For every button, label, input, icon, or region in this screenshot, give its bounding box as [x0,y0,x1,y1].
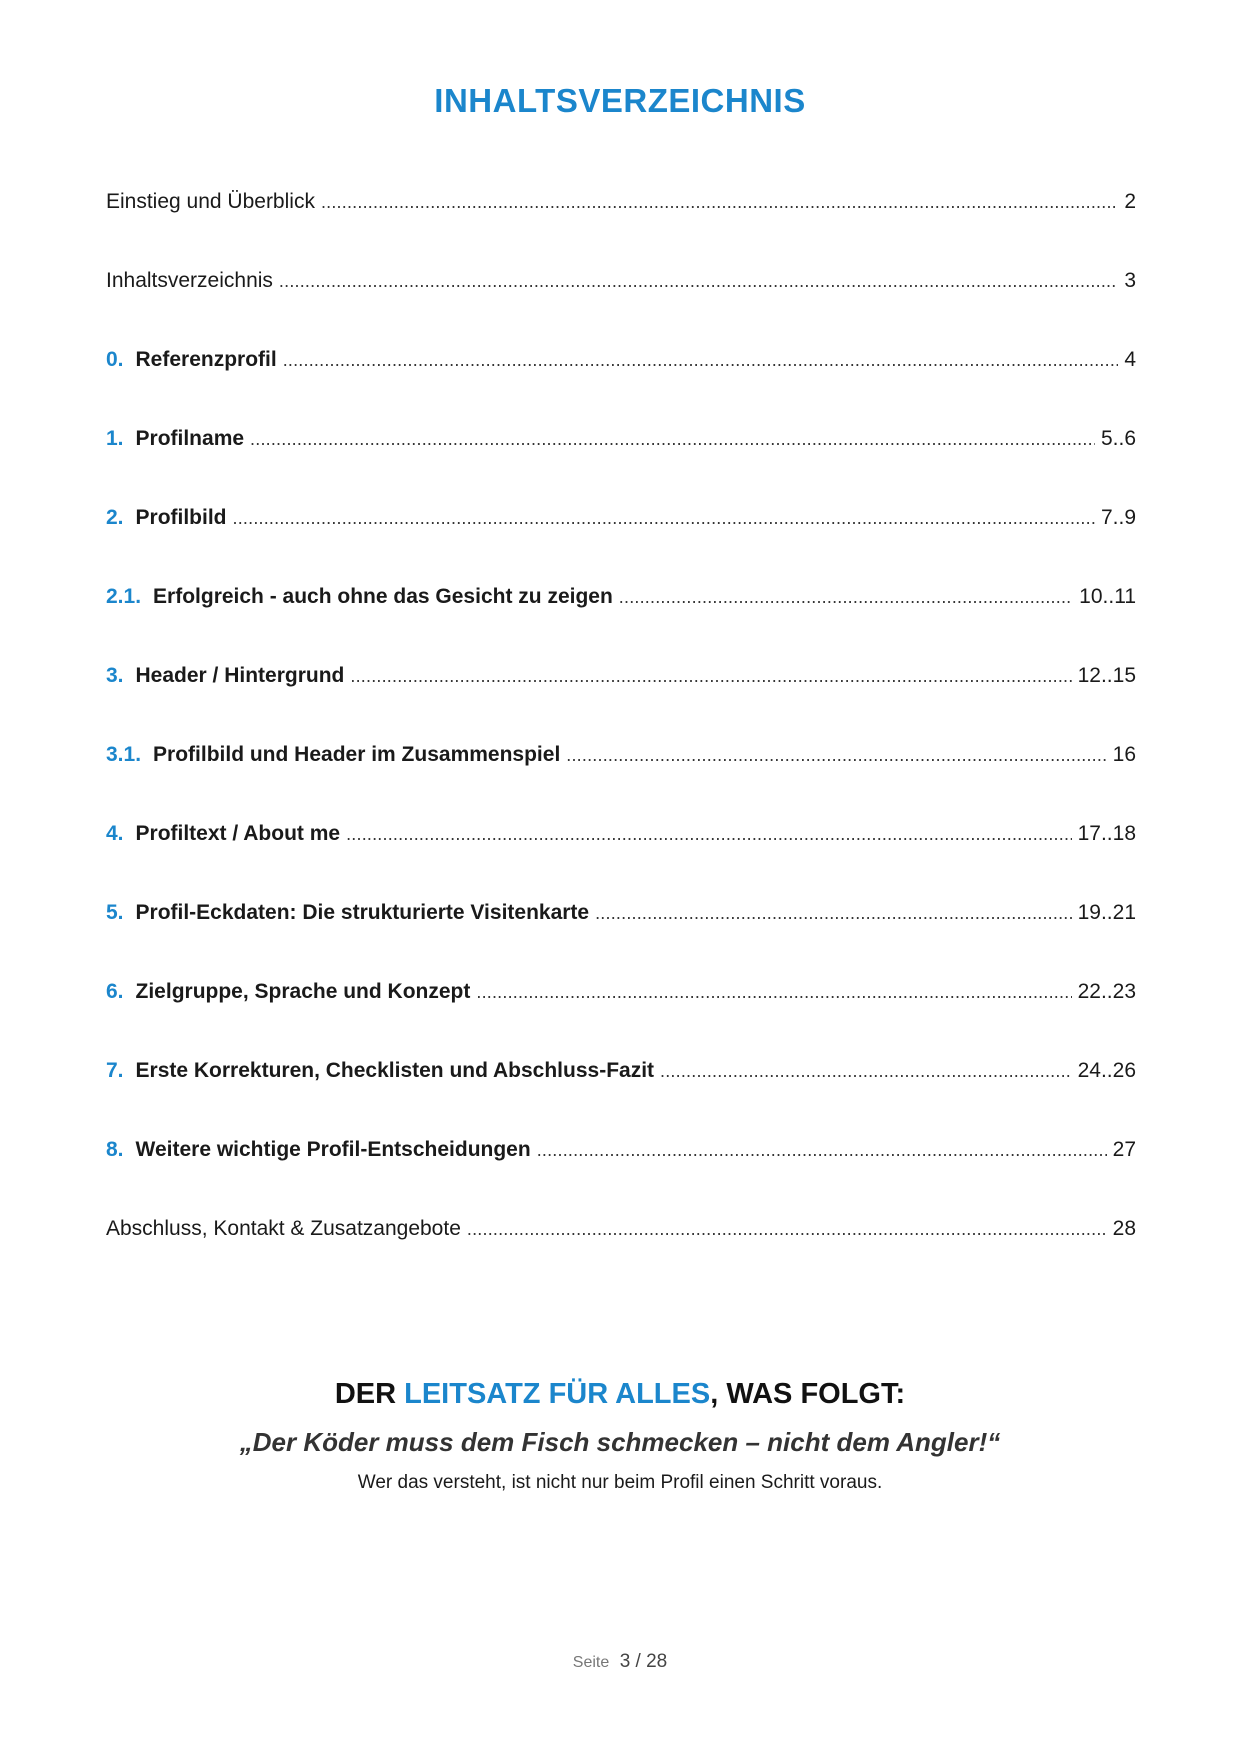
toc-entry-page: 28 [1112,1217,1136,1240]
toc-entry-title: Profiltext / About me [135,822,341,845]
toc-entry-number: 6. [106,980,124,1003]
toc-entry-page: 16 [1112,743,1136,766]
dot-leader [476,980,1071,1004]
toc-entry-number: 2.1. [106,585,142,608]
toc-entry-page: 3 [1124,269,1136,292]
footer-label: Seite [572,1654,610,1671]
toc-entry-page: 12..15 [1077,664,1136,687]
dot-leader [660,1059,1072,1083]
toc-entry[interactable] [106,1059,1136,1138]
toc-entry-number: 4. [106,822,124,845]
dot-leader [350,664,1071,688]
toc-entry-page: 4 [1124,348,1136,371]
toc-entry-title: Profilbild und Header im Zusammenspiel [153,743,561,766]
toc-entry-number: 0. [106,348,124,371]
motto-heading-accent: LEITSATZ FÜR ALLES [404,1378,711,1410]
dot-leader [233,506,1095,530]
dot-leader [537,1138,1107,1162]
toc-entry-title: Referenzprofil [135,348,277,371]
toc-entry-title: Erste Korrekturen, Checklisten und Abschluss-Fazit [135,1059,655,1082]
toc-entry-number: 1. [106,427,124,450]
toc-entry-page: 7..9 [1100,506,1136,529]
toc-entry[interactable] [106,980,1136,1059]
toc-entry-page: 17..18 [1077,822,1136,845]
motto-heading [0,1378,1240,1411]
toc-entry-page: 5..6 [1100,427,1136,450]
dot-leader [566,743,1106,767]
table-of-contents [106,190,1136,1296]
toc-entry-number: 8. [106,1138,124,1161]
toc-entry-number: 5. [106,901,124,924]
toc-entry[interactable] [106,506,1136,585]
toc-entry[interactable] [106,190,1136,269]
toc-entry[interactable] [106,901,1136,980]
toc-entry[interactable] [106,427,1136,506]
toc-entry[interactable] [106,664,1136,743]
toc-entry[interactable] [106,822,1136,901]
toc-entry[interactable] [106,585,1136,664]
motto-heading-start: DER [334,1378,405,1410]
toc-entry-title: Header / Hintergrund [135,664,345,687]
dot-leader [619,585,1073,609]
toc-entry[interactable] [106,269,1136,348]
page-title: INHALTSVERZEICHNIS [434,82,806,119]
motto-heading-end: , WAS FOLGT: [710,1378,906,1410]
toc-entry-page: 10..11 [1079,585,1136,608]
toc-entry-title: Profilname [135,427,245,450]
toc-entry-number: 7. [106,1059,124,1082]
toc-entry-page: 24..26 [1077,1059,1136,1082]
dot-leader [279,269,1118,293]
toc-entry-page: 2 [1124,190,1136,213]
toc-entry[interactable] [106,743,1136,822]
dot-leader [346,822,1072,846]
toc-entry-number: 2. [106,506,124,529]
toc-entry-title: Profil-Eckdaten: Die strukturierte Visitenkarte [135,901,590,924]
toc-entry-number: 3. [106,664,124,687]
toc-entry[interactable] [106,1138,1136,1217]
dot-leader [321,190,1118,214]
toc-entry-title: Abschluss, Kontakt & Zusatzangebote [106,1217,461,1240]
toc-entry-title: Erfolgreich - auch ohne das Gesicht zu zeigen [153,585,613,608]
dot-leader [283,348,1119,372]
toc-entry-page: 22..23 [1077,980,1136,1003]
motto-section [0,1378,1240,1494]
toc-entry-title: Einstieg und Überblick [106,190,315,213]
motto-quote: „Der Köder muss dem Fisch schmecken – nicht dem Angler!“ [239,1427,1001,1457]
page-footer [0,1651,1240,1673]
dot-leader [467,1217,1107,1241]
toc-entry-page: 19..21 [1077,901,1136,924]
toc-entry-title: Weitere wichtige Profil-Entscheidungen [135,1138,531,1161]
page-number: 3 / 28 [619,1651,668,1672]
toc-entry-title: Profilbild [135,506,227,529]
toc-entry-title: Inhaltsverzeichnis [106,269,273,292]
toc-entry-number: 3.1. [106,743,142,766]
toc-entry-title: Zielgruppe, Sprache und Konzept [135,980,471,1003]
motto-note: Wer das versteht, ist nicht nur beim Profil einen Schritt voraus. [357,1472,883,1493]
toc-entry[interactable] [106,1217,1136,1296]
dot-leader [250,427,1095,451]
dot-leader [595,901,1072,925]
toc-entry-page: 27 [1112,1138,1136,1161]
toc-entry[interactable] [106,348,1136,427]
